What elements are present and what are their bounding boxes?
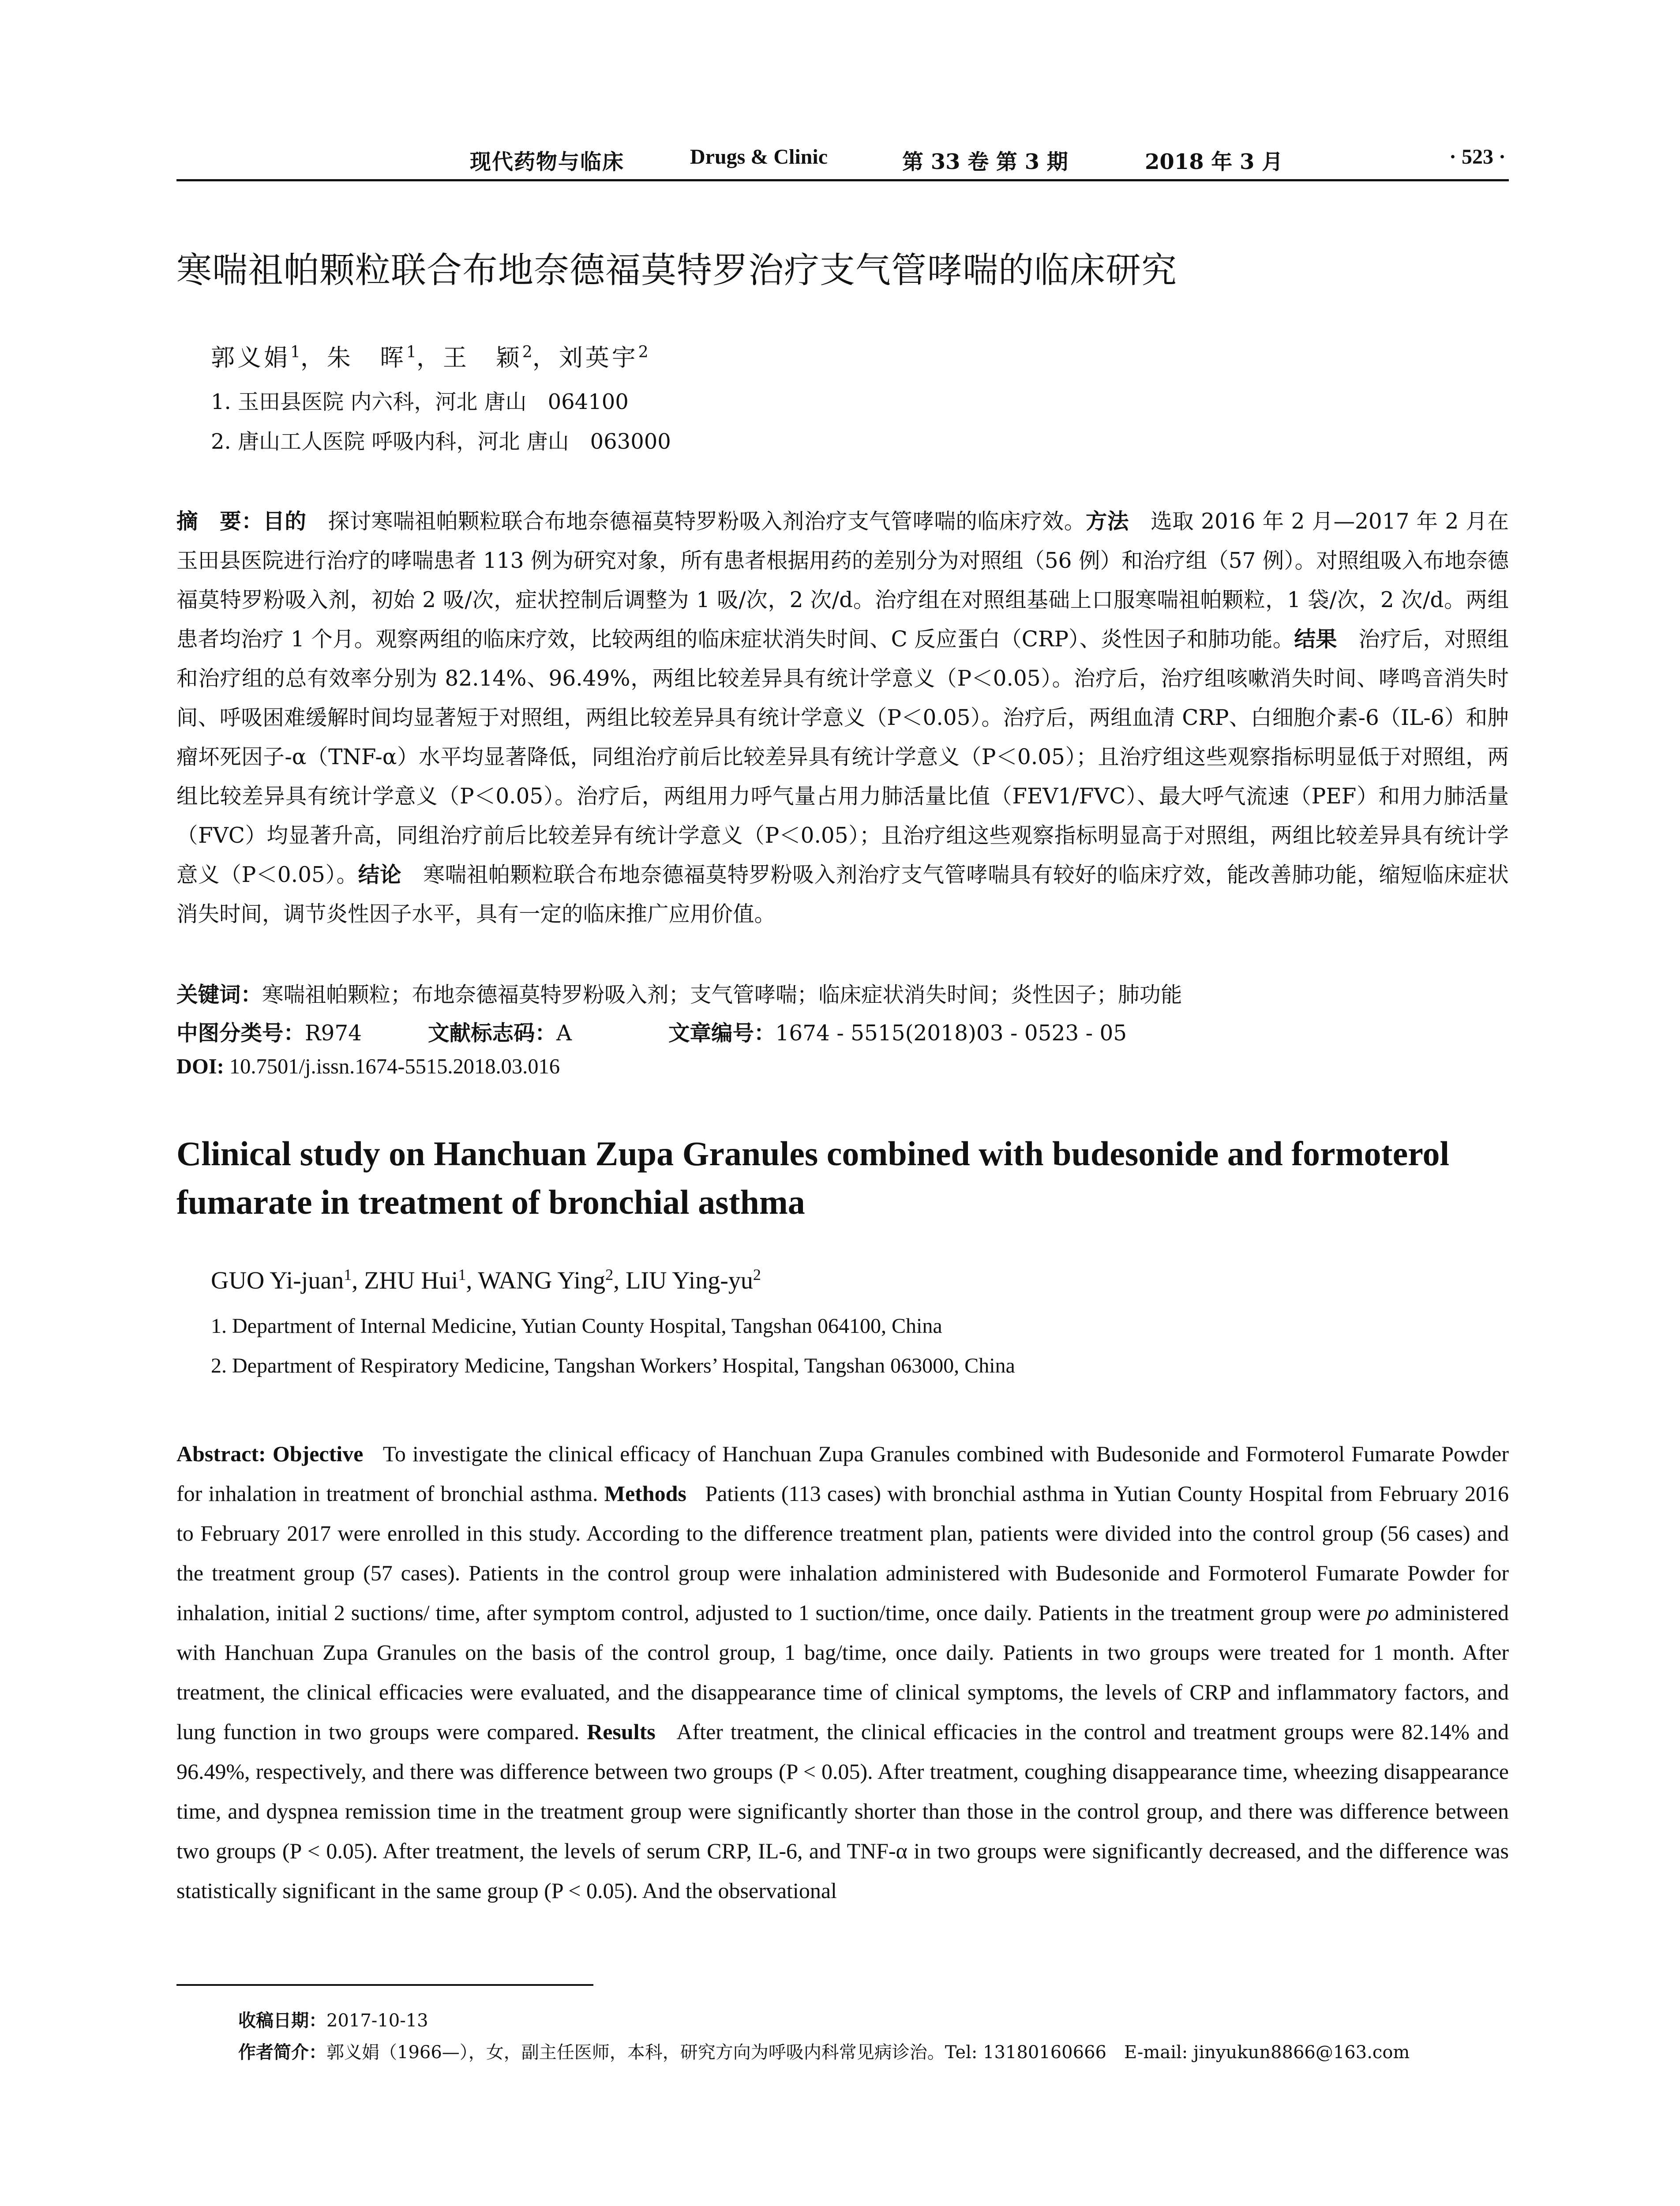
title-en: Clinical study on Hanchuan Zupa Granules combined with budesonide and formoterol fumarate in treatment of bronchial asthma bbox=[176, 1134, 1450, 1221]
page-number: · 523 · bbox=[1449, 145, 1506, 169]
author-bio-text: 郭义娟（1966—），女，副主任医师，本科，研究方向为呼吸内科常见病诊治。Tel: 13180160666 E-mail: jinyukun8866@163.com bbox=[326, 2042, 1410, 2063]
clc-label: 中图分类号： bbox=[176, 1021, 305, 1046]
article-number-value: 1674 - 5515(2018)03 - 0523 - 05 bbox=[775, 1021, 1127, 1046]
received-date: 2017-10-13 bbox=[326, 2011, 428, 2031]
journal-name-cn: 现代药物与临床 bbox=[470, 150, 625, 174]
document-code-label: 文献标志码： bbox=[428, 1021, 557, 1046]
methods-text-en: Patients (113 cases) with bronchial asthma in Yutian County Hospital from February 2016 to February 2017 were enrolled in this study. According to the difference treatment plan, patients were divided into the control group (56 cases) and the treatment group (57 cases). Patients in the control group were inhalation administered with Budesonide and Formoterol Fumarate Powder for inhalation, initial 2 suctions/ time, after symptom control, adjusted to 1 suction/time, once daily. Patients in the treatment group were bbox=[176, 1481, 1509, 1625]
results-label-cn: 结果 bbox=[1294, 627, 1337, 652]
authors-cn: 郭义娟$^1$，朱 晖$^1$，王 颖$^2$，刘英宇$^2$ bbox=[211, 343, 649, 371]
results-text-cn: 治疗后，对照组和治疗组的总有效率分别为 82.14%、96.49%，两组比较差异具有统计学意义（P＜0.05）。治疗后，治疗组咳嗽消失时间、哮鸣音消失时间、呼吸困难缓解时间均显著短于对照组，两组比较差异具有统计学意义（P＜0.05）。治疗后，两组血清 CRP、白细胞介素-6（IL-6）和肿瘤坏死因子-α（TNF-α）水平均显著降低，同组治疗前后比较差异具有统计学意义（P＜0.05）；且治疗组这些观察指标明显低于对照组，两组比较差异具有统计学意义（P＜0.05）。治疗后，两组用力呼气量占用力肺活量比值（FEV1/FVC）、最大呼气流速（PEF）和用力肺活量（FVC）均显著升高，同组治疗前后比较差异有统计学意义（P＜0.05）；且治疗组这些观察指标明显高于对照组，两组比较差异具有统计学意义（P＜0.05）。 bbox=[176, 627, 1509, 887]
article-number-label: 文章编号： bbox=[668, 1021, 776, 1046]
methods-label-en: Methods bbox=[604, 1481, 686, 1506]
abstract-en bbox=[176, 1434, 1509, 1910]
clc-field bbox=[176, 1016, 428, 1047]
affiliation-en-1: 1. Department of Internal Medicine, Yutian County Hospital, Tangshan 064100, China bbox=[211, 1314, 942, 1338]
author-name: 刘英宇 bbox=[559, 344, 638, 371]
title-cn: 寒喘祖帕颗粒联合布地奈德福莫特罗治疗支气管哮喘的临床研究 bbox=[176, 250, 1177, 291]
abstract-cn bbox=[176, 502, 1509, 934]
conclusion-label-cn: 结论 bbox=[358, 863, 402, 887]
author-name: 郭义娟 bbox=[211, 344, 290, 371]
author-name: 朱 晖 bbox=[326, 344, 406, 371]
route-po: po bbox=[1366, 1600, 1389, 1625]
affiliation-en-2: 2. Department of Respiratory Medicine, Tangshan Workers’ Hospital, Tangshan 063000, China bbox=[211, 1354, 1015, 1377]
footnote-rule bbox=[176, 1984, 593, 1986]
affiliation-cn-2: 2. 唐山工人医院 呼吸内科，河北 唐山 063000 bbox=[211, 429, 671, 454]
classification-line bbox=[176, 1016, 1127, 1047]
running-header bbox=[176, 142, 1509, 177]
author-bio-label: 作者简介： bbox=[238, 2042, 326, 2063]
objective-text-cn: 探讨寒喘祖帕颗粒联合布地奈德福莫特罗粉吸入剂治疗支气管哮喘的临床疗效。 bbox=[328, 509, 1086, 534]
abstract-label-cn: 摘 要： bbox=[176, 509, 263, 534]
author-affiliation-mark: 2 bbox=[638, 343, 649, 361]
objective-label-cn: 目的 bbox=[263, 509, 307, 534]
doi-value: 10.7501/j.issn.1674-5515.2018.03.016 bbox=[229, 1055, 560, 1078]
author-affiliation-mark: 1 bbox=[290, 343, 300, 361]
affiliation-cn-1: 1. 玉田县医院 内六科，河北 唐山 064100 bbox=[211, 390, 629, 414]
results-text-en: After treatment, the clinical efficacies in the control and treatment groups were 82.14% and 96.49%, respectively, and there was difference between two groups (P < 0.05). After treatment, coughing disappearance time, wheezing disappearance time, and dyspnea remission time in the treatment group were significantly shorter than those in the control group, and there was difference between two groups (P < 0.05). After treatment, the levels of serum CRP, IL-6, and TNF-α in two groups were significantly decreased, and the difference was statistically significant in the same group (P < 0.05). And the observational bbox=[176, 1719, 1509, 1903]
author-affiliation-mark: 1 bbox=[406, 343, 416, 361]
author-affiliation-mark: 2 bbox=[753, 1266, 761, 1283]
author-affiliation-mark: 1 bbox=[344, 1266, 352, 1283]
author-name: ZHU Hui bbox=[364, 1267, 458, 1294]
article-number-field bbox=[668, 1016, 1127, 1047]
keywords-label-cn: 关键词： bbox=[176, 983, 262, 1007]
author-name: 王 颖 bbox=[442, 344, 522, 371]
objective-text-en: To investigate the clinical efficacy of Hanchuan Zupa Granules combined with Budesonide and Formoterol Fumarate Powder for inhalation in treatment of bronchial asthma. bbox=[176, 1441, 1509, 1506]
objective-label-en: Objective bbox=[272, 1441, 364, 1466]
header-rule bbox=[176, 179, 1509, 181]
footnote-received bbox=[238, 2007, 428, 2032]
author-name: WANG Ying bbox=[478, 1267, 606, 1294]
methods-label-cn: 方法 bbox=[1085, 509, 1129, 534]
document-code-value: A bbox=[556, 1021, 572, 1046]
methods-text-en-cont: administered with Hanchuan Zupa Granules on the basis of the control group, 1 bag/time, once daily. Patients in two groups were treated for 1 month. After treatment, the clinical efficacies were evaluated, and the disappearance time of clinical symptoms, the levels of CRP and inflammatory factors, and lung function in two groups were compared. bbox=[176, 1600, 1509, 1744]
doi-label: DOI: bbox=[176, 1055, 224, 1078]
authors-en: GUO Yi-juan$^1$, ZHU Hui$^1$, WANG Ying$^2$, LIU Ying-$yu^2$ bbox=[211, 1266, 761, 1294]
abstract-label-en: Abstract: bbox=[176, 1441, 266, 1466]
issue-date: 2018 年 3 月 bbox=[1145, 150, 1283, 174]
author-affiliation-mark: 2 bbox=[522, 343, 532, 361]
doi-line bbox=[176, 1054, 560, 1079]
journal-name-en: Drugs & Clinic bbox=[690, 145, 828, 169]
author-name: LIU Ying-yu bbox=[626, 1267, 753, 1294]
methods-text-cn: 选取 2016 年 2 月—2017 年 2 月在玉田县医院进行治疗的哮喘患者 113 例为研究对象，所有患者根据用药的差别分为对照组（56 例）和治疗组（57 例）。对照组吸入布地奈德福莫特罗粉吸入剂，初始 2 吸/次，症状控制后调整为 1 吸/次，2 次/d。治疗组在对照组基础上口服寒喘祖帕颗粒，1 袋/次，2 次/d。两组患者均治疗 1 个月。观察两组的临床疗效，比较两组的临床症状消失时间、C 反应蛋白（CRP）、炎性因子和肺功能。 bbox=[176, 509, 1509, 652]
volume-issue: 第 33 卷 第 3 期 bbox=[902, 150, 1068, 174]
keywords-cn bbox=[176, 977, 1182, 1008]
clc-value: R974 bbox=[305, 1021, 362, 1046]
author-name: GUO Yi-juan bbox=[211, 1267, 344, 1294]
keywords-text-cn: 寒喘祖帕颗粒；布地奈德福莫特罗粉吸入剂；支气管哮喘；临床症状消失时间；炎性因子；肺功能 bbox=[262, 983, 1182, 1007]
footnote-author-bio bbox=[238, 2038, 1410, 2063]
results-label-en: Results bbox=[587, 1719, 656, 1744]
conclusion-text-cn: 寒喘祖帕颗粒联合布地奈德福莫特罗粉吸入剂治疗支气管哮喘具有较好的临床疗效，能改善肺功能，缩短临床症状消失时间，调节炎性因子水平，具有一定的临床推广应用价值。 bbox=[176, 863, 1509, 927]
received-label: 收稿日期： bbox=[238, 2011, 326, 2031]
author-affiliation-mark: 2 bbox=[605, 1266, 614, 1283]
author-affiliation-mark: 1 bbox=[458, 1266, 466, 1283]
document-code-field bbox=[428, 1016, 668, 1047]
